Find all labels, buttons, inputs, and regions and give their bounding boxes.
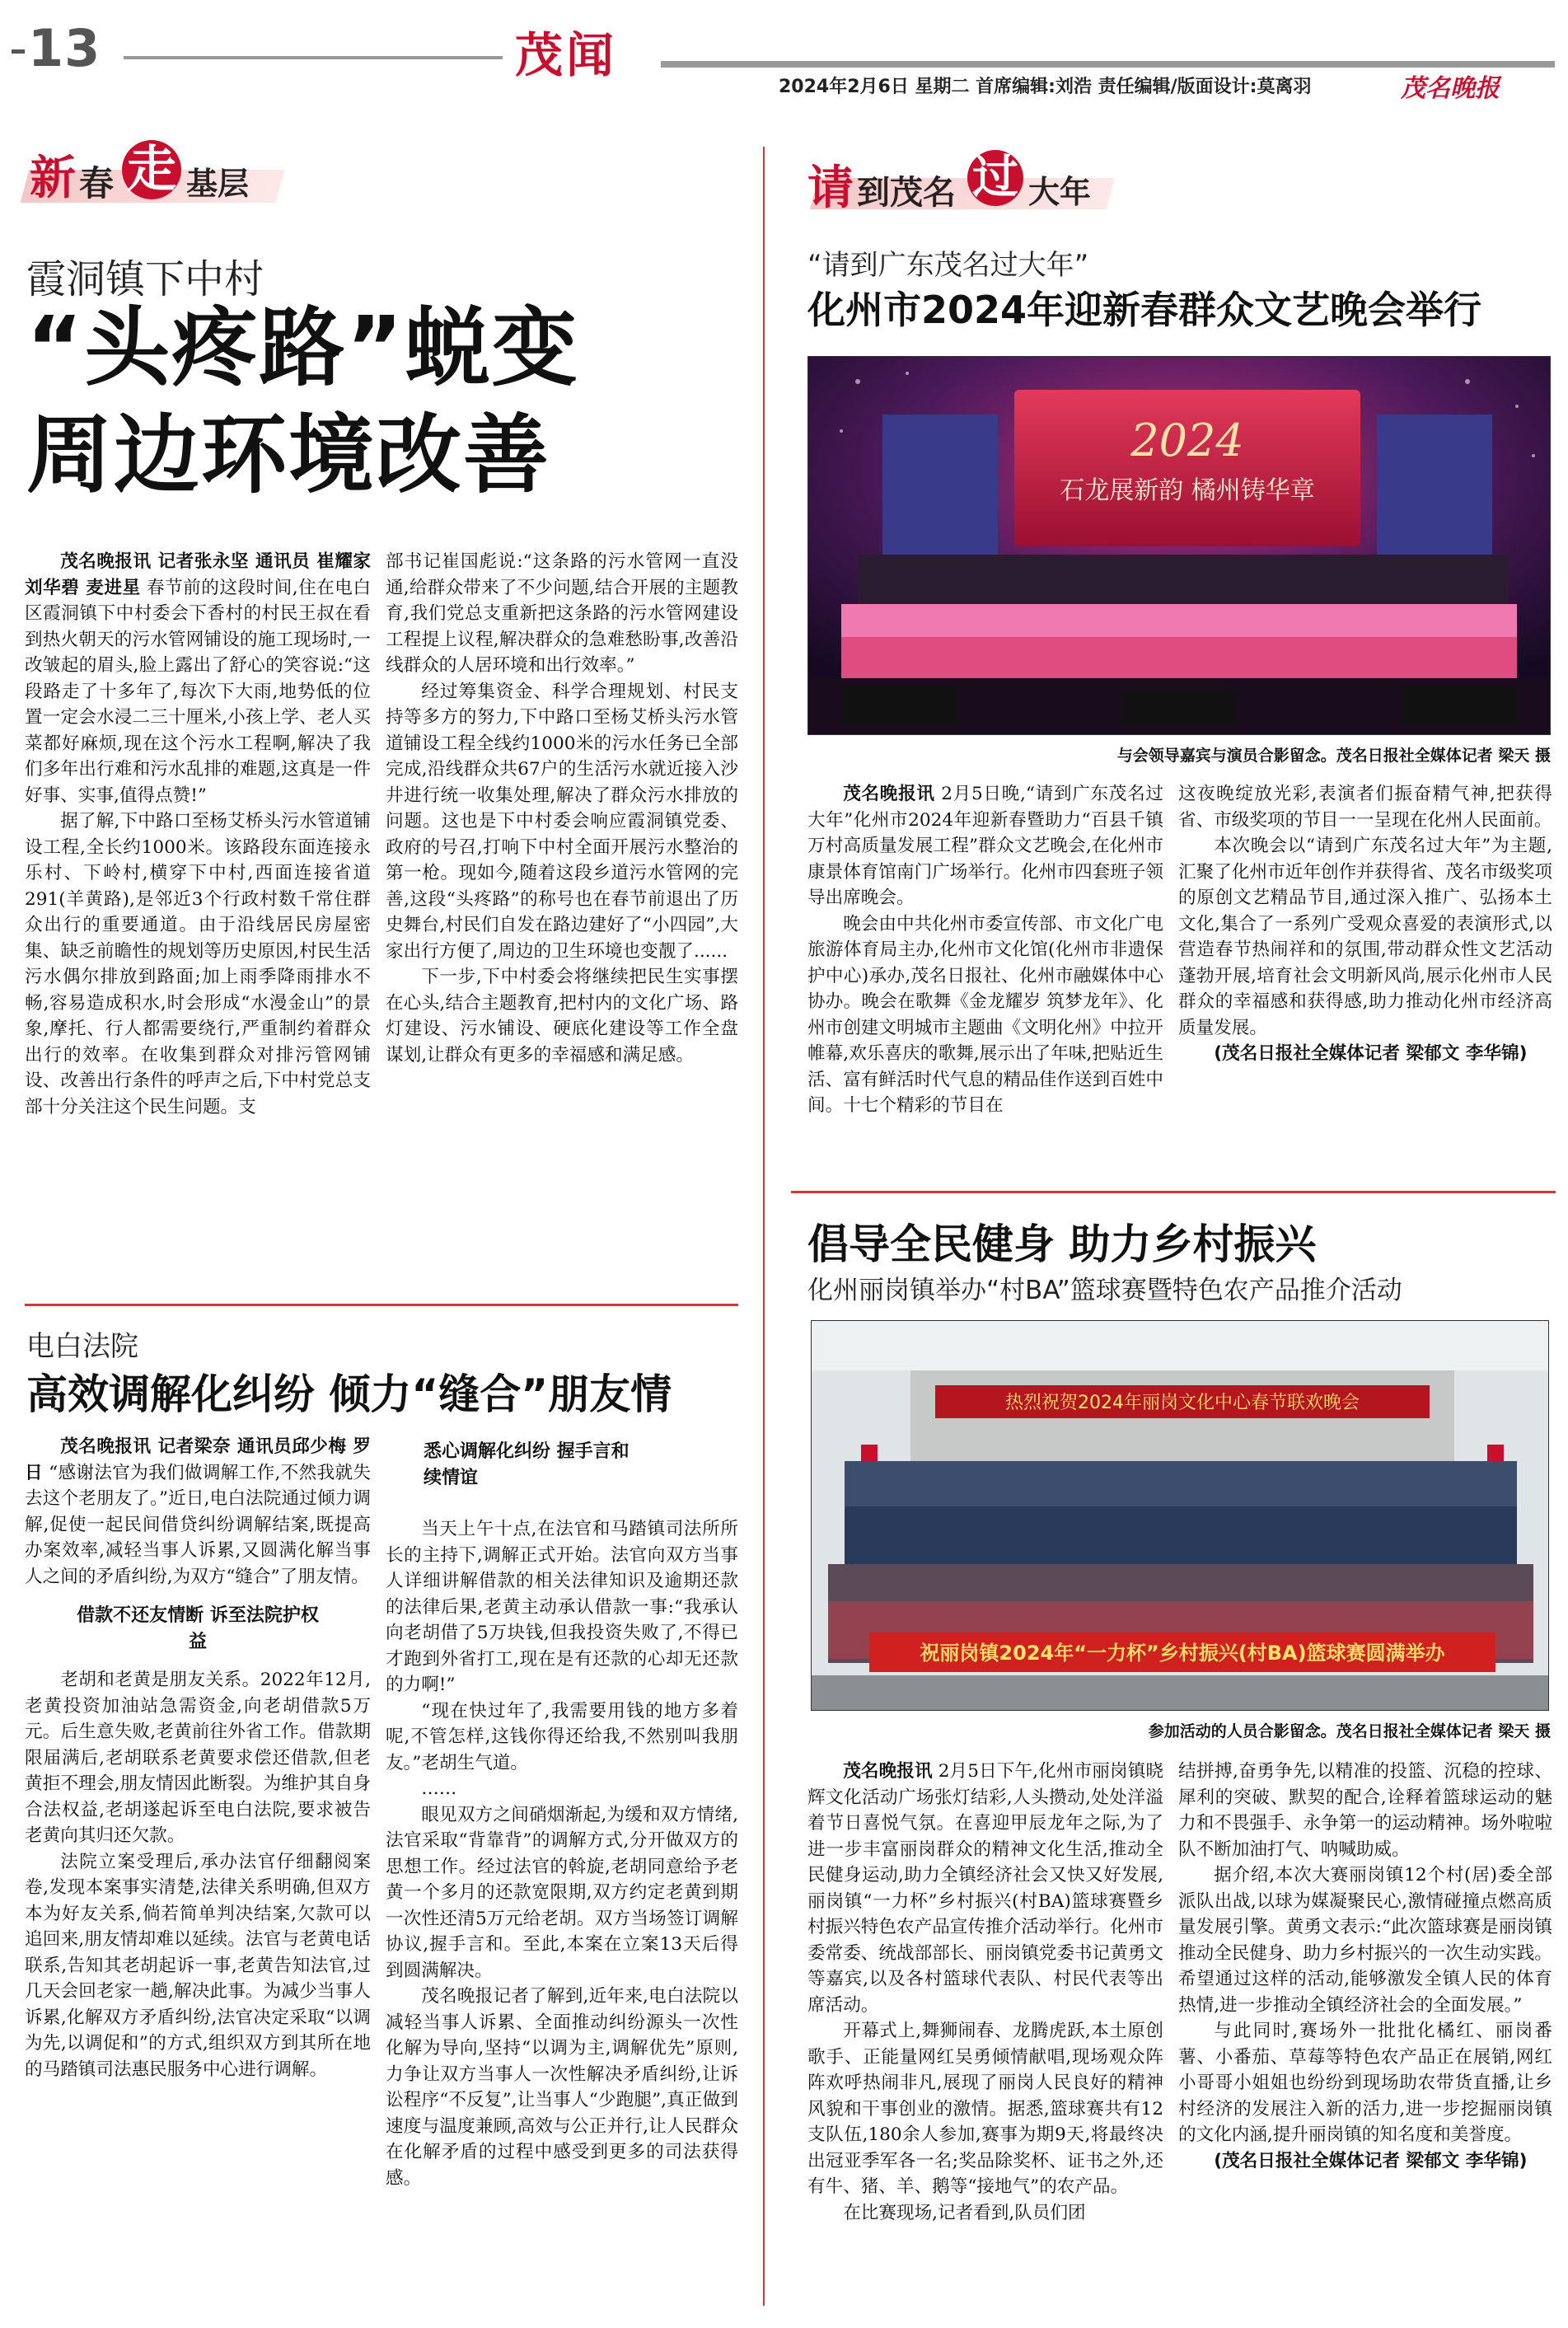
article1-p5: 下一步,下中村委会将继续把民生实事摆在心头,结合主题教育,把村内的文化广场、路灯建设、污水铺设、硬底化建设等工作全盘谋划,让群众有更多的幸福感和满足感。: [386, 967, 738, 1066]
article4-p2: 开幕式上,舞狮闹春、龙腾虎跃,本土原创歌手、正能量网红吴勇倾情献唱,现场观众阵阵欢呼热闹非凡,展现了丽岗人民良好的精神风貌和干事创业的激情。据悉,篮球赛共有12支队伍,180余人参加,赛事为期9天,将最终决出冠亚季军各一名;奖品除奖杯、证书之外,还有牛、猪、羊、鹅等“接地气”的农产品。: [807, 2021, 1163, 2197]
article2-subhead2: 悉心调解化纠纷 握手言和续情谊: [424, 1441, 630, 1488]
article3-credit: (茂名日报社全媒体记者 梁郁文 李华锦): [1214, 1043, 1528, 1064]
banner-top-text: 热烈祝贺2024年丽岗文化中心春节联欢晚会: [1005, 1393, 1360, 1413]
article1-byline: 茂名晚报讯 记者张永坚 通讯员 崔耀家 刘华碧 麦进星: [25, 551, 371, 598]
article2-byline: 茂名晚报讯 记者梁奈 通讯员邱少梅 罗日: [25, 1436, 371, 1483]
gala-photo-caption: 与会领导嘉宾与演员合影留念。茂名日报社全媒体记者 梁天 摄: [1116, 747, 1551, 765]
article4-p5: 据介绍,本次大赛丽岗镇12个村(居)委全部派队出战,以球为媒凝聚民心,激情碰撞点燃高质量发展引擎。黄勇文表示:“此次篮球赛是丽岗镇推动全民健身、助力乡村振兴的一次生动实践。希望通过这样的活动,能够激发全镇人民的体育热情,进一步推动全镇经济社会的全面发展。”: [1178, 1865, 1552, 2016]
article3-p3: 这夜晚绽放光彩,表演者们振奋精气神,把获得省、市级奖项的节目一一呈现在化州人民面前。: [1178, 784, 1552, 831]
article1-p2: 据了解,下中路口至杨艾桥头污水管道铺设工程,全长约1000米。该路段东面连接永乐村、下岭村,横穿下中村,西面连接省道291(羊黄路),是邻近3个行政村数千常住群众出行的重要通道。由于沿线居民房屋密集、缺乏前瞻性的规划等历史原因,村民生活污水偶尔排放到路面;加上雨季降雨排水不畅,容易造成积水,时会形成“水漫金山”的景象,摩托、行人都需要绕行,严重制约着群众出行的效率。在收集到群众对排污管网铺设、改善出行条件的呼声之后,下中村党总支部十分关注这个民生问题。支: [25, 811, 371, 1117]
masthead-rule-right: [661, 61, 1555, 68]
paper-logo: 茂名晚报: [1401, 74, 1500, 103]
article2-column2: [386, 1439, 738, 2312]
article2-subhead1: 借款不还友情断 诉至法院护权益: [77, 1605, 319, 1652]
article2-column1: [25, 1434, 371, 2307]
article1-p1: 春节前的这段时间,住在电白区霞洞镇下中村委会下香村的村民王叔在看到热火朝天的污水管网铺设的施工现场时,一改皱起的眉头,脸上露出了舒心的笑容说:“这段路走了十多年了,每次下大雨,地势低的位置一定会水浸二三十厘米,小孩上学、老人买菜都好麻烦,现在这个污水工程啊,解决了我们多年出行难和污水乱排的难题,这真是一件好事、实事,值得点赞!”: [25, 577, 371, 806]
article2-p5: “现在快过年了,我需要用钱的地方多着呢,不管怎样,这钱你得还给我,不然别叫我朋友。”老胡生气道。: [386, 1700, 738, 1773]
article1-title-line1: “头疼路”蜕变: [26, 297, 579, 398]
article3-column1: [807, 781, 1163, 1185]
left-article-divider: [25, 1304, 738, 1306]
article4-p6: 与此同时,赛场外一批批化橘红、丽岗番薯、小番茄、草莓等特色农产品正在展销,网红小哥哥小姐姐也纷纷到现场助农带货直播,让乡村经济的发展注入新的活力,进一步挖掘丽岗镇的文化内涵,提升丽岗镇的知名度和美誉度。: [1178, 2021, 1552, 2145]
article4-column2: [1178, 1759, 1552, 2319]
article2-p2: 老胡和老黄是朋友关系。2022年12月,老黄投资加油站急需资金,向老胡借款5万元。后生意失败,老黄前往外省工作。借款期限届满后,老胡联系老黄要求偿还借款,但老黄拒不理会,朋友情因此断裂。为维护其自身合法权益,老胡遂起诉至电白法院,要求被告老黄向其归还欠款。: [25, 1670, 371, 1846]
basketball-photo-caption: 参加活动的人员合影留念。茂名日报社全媒体记者 梁天 摄: [1148, 1722, 1551, 1740]
page-number: 13: [12, 18, 101, 78]
stage-screen: [1014, 390, 1360, 546]
article4-column1: [807, 1759, 1163, 2319]
article1-kicker: 霞洞镇下中村: [26, 256, 264, 302]
article1-title-line2: 周边环境改善: [26, 405, 551, 505]
banner-char-jiceng: 基层: [186, 166, 250, 202]
banner-char-danian: 大年: [1028, 174, 1092, 210]
banner-char-zou: 走: [122, 140, 181, 199]
article2-p3: 法院立案受理后,承办法官仔细翻阅案卷,发现本案事实清楚,法律关系明确,但双方本为好友关系,倘若简单判决结案,欠款可以追回来,朋友情却难以延续。法官与老黄电话联系,告知其老胡起诉一事,老黄告知法官,过几天会回老家一趟,解决此事。为减少当事人诉累,化解双方矛盾纠纷,法官决定采取“以调为先,以调促和”的方式,组织双方到其所在地的马踏镇司法惠民服务中心进行调解。: [25, 1851, 371, 2080]
article2-kicker: 电白法院: [26, 1330, 138, 1363]
banner-char-guo: 过: [967, 150, 1023, 206]
masthead-rule-left: [124, 56, 503, 59]
article1-p4: 经过筹集资金、科学合理规划、村民支持等多方的努力,下中路口至杨艾桥头污水管道铺设工程全线约1000米的污水任务已全部完成,沿线群众共67户的生活污水就近接入沙井进行统一收集处理,解决了群众污水排放的问题。这也是下中村委会响应霞洞镇党委、政府的号召,打响下中村全面开展污水整治的第一枪。现如今,随着这段乡道污水管网的完善,这段“头疼路”的称号也在春节前退出了历史舞台,村民们自发在路边建好了“小四园”,大家出行方便了,周边的卫生环境也变靓了......: [386, 681, 738, 962]
crowd-performers: [841, 604, 1517, 678]
article2-p8: 茂名晚报记者了解到,近年来,电白法院以减轻当事人诉累、全面推动纠纷源头一次性化解为导向,坚持“以调为主,调解优先”原则,力争让双方当事人一次性解决矛盾纠纷,让诉讼程序“不反复”,让当事人“少跑腿”,真正做到速度与温度兼顾,高效与公正并行,让人民群众在化解矛盾的过程中感受到更多的司法获得感。: [386, 1986, 738, 2189]
article4-byline: 茂名晚报讯: [843, 1761, 933, 1782]
article1-p3: 部书记崔国彪说:“这条路的污水管网一直没通,给群众带来了不少问题,结合开展的主题教育,我们党总支重新把这条路的污水管网建设工程提上议程,解决群众的急难愁盼事,改善沿线群众的人居环境和出行效率。”: [386, 551, 738, 676]
gala-photo: [807, 356, 1551, 735]
date-line: 2024年2月6日 星期二 首席编辑:刘浩 责任编辑/版面设计:莫离羽: [779, 77, 1312, 97]
article3-p4: 本次晚会以“请到广东茂名过大年”为主题,汇聚了化州市近年创作并获得省、茂名市级奖项的原创文艺精品节目,通过深入推广、弘扬本土文化,集合了一系列广受观众喜爱的表演形式,以营造春节热闹祥和的氛围,带动群众性文艺活动蓬勃开展,培育社会文明新风尚,展示化州市人民群众的幸福感和获得感,助力推动化州市经济高质量发展。: [1178, 836, 1552, 1038]
right-article-divider: [791, 1191, 1556, 1193]
article2-p7: 眼见双方之间硝烟渐起,为缓和双方情绪,法官采取“背靠背”的调解方式,分开做双方的思想工作。经过法官的斡旋,老胡同意给予老黄一个多月的还款宽限期,双方约定老黄到期一次性还清5万元给老胡。双方当场签订调解协议,握手言和。至此,本案在立案13天后得到圆满解决。: [386, 1804, 738, 1981]
basketball-photo-illustration: [812, 1321, 1549, 1711]
section-title: 茂闻: [515, 27, 618, 83]
article3-column2: [1178, 781, 1552, 1185]
banner-char-daomaoming: 到茂名: [857, 174, 956, 212]
article3-byline: 茂名晚报讯: [843, 784, 935, 804]
article3-p1: 2月5日晚,“请到广东茂名过大年”化州市2024年迎新春暨助力“百县千镇万村高质量发展工程”群众文艺晚会,在化州市康景体育馆南门广场举行。化州市四套班子领导出席晚会。: [807, 784, 1163, 908]
right-section-banner: [806, 150, 1152, 219]
gala-photo-illustration: [808, 357, 1551, 735]
crowd-back-row: [845, 1461, 1517, 1564]
article3-p2: 晚会由中共化州市委宣传部、市文化广电旅游体育局主办,化州市文化馆(化州市非遗保护中心)承办,茂名日报社、化州市融媒体中心协办。晚会在歌舞《金龙耀岁 筑梦龙年》、化州市创建文明城市主题曲《文明化州》中拉开帷幕,欢乐喜庆的歌舞,展示出了年味,把贴近生活、富有鲜活时代气息的精品佳作送到百姓中间。十七个精彩的节目在: [807, 913, 1163, 1116]
article4-credit: (茂名日报社全媒体记者 梁郁文 李华锦): [1214, 2150, 1528, 2171]
banner-char-qing: 请: [807, 162, 854, 215]
center-divider: [763, 147, 765, 2306]
article4-p1: 2月5日下午,化州市丽岗镇晓辉文化活动广场张灯结彩,人头攒动,处处洋溢着节日喜悦气氛。在喜迎甲辰龙年之际,为了进一步丰富丽岗群众的精神文化生活,推动全民健身运动,助力全镇经济社会又快又好发展,丽岗镇“一力杯”乡村振兴(村BA)篮球赛暨乡村振兴特色农产品宣传推介活动举行。化州市委常委、统战部部长、丽岗镇党委书记黄勇文等嘉宾,以及各村篮球代表队、村民代表等出席活动。: [807, 1761, 1163, 2016]
left-section-banner: [25, 140, 288, 209]
banner-char-chun: 春: [79, 163, 115, 204]
article3-title: 化州市2024年迎新春群众文艺晚会举行: [807, 288, 1482, 332]
article2-p4: 当天上午十点,在法官和马踏镇司法所所长的主持下,调解正式开始。法官向双方当事人详细讲解借款的相关法律知识及逾期还款的法律后果,老黄主动承认借款一事:“我承认向老胡借了5万块钱,但我投资失败了,不得已才跑到外省打工,现在是有还款的心却无还款的力啊!”: [386, 1519, 738, 1695]
article4-subtitle: 化州丽岗镇举办“村BA”篮球赛暨特色农产品推介活动: [807, 1276, 1402, 1305]
basketball-photo: [811, 1320, 1549, 1711]
article2-title: 高效调解化纠纷 倾力“缝合”朋友情: [26, 1370, 672, 1418]
banner-char-xin: 新: [30, 152, 76, 205]
banner-bottom-text: 祝丽岗镇2024年“一力杯”乡村振兴(村BA)篮球赛圆满举办: [920, 1642, 1445, 1665]
stage-slogan: 石龙展新韵 橘州铸华章: [1060, 476, 1315, 505]
article4-p3: 在比赛现场,记者看到,队员们团: [843, 2202, 1086, 2223]
article1-column2: [386, 549, 738, 1290]
article4-title: 倡导全民健身 助力乡村振兴: [807, 1220, 1317, 1268]
article2-p1: “感谢法官为我们做调解工作,不然我就失去这个老朋友了。”近日,电白法院通过倾力调解,促使一起民间借贷纠纷调解结案,既提高办案效率,减轻当事人诉累,又圆满化解当事人之间的矛盾纠纷,为双方“缝合”了朋友情。: [25, 1462, 371, 1587]
article3-kicker: “请到广东茂名过大年”: [807, 249, 1089, 282]
article2-p6: ……: [421, 1778, 457, 1799]
stage-year: 2024: [1130, 415, 1244, 466]
article1-column1: [25, 549, 371, 1274]
article4-p4: 结拼搏,奋勇争先,以精准的投篮、沉稳的控球、犀利的突破、默契的配合,诠释着篮球运动的魅力和不畏强手、永争第一的运动精神。场外啦啦队不断加油打气、呐喊助威。: [1178, 1761, 1552, 1860]
